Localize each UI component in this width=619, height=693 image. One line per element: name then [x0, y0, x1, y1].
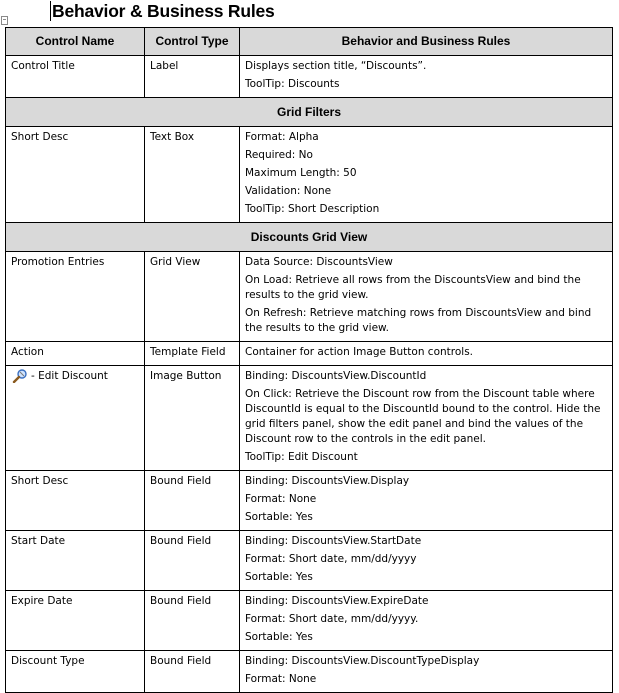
- rule-line: ToolTip: Short Description: [245, 203, 380, 215]
- rule-line: On Load: Retrieve all rows from the DiscountsView and bind the results to the grid view.: [245, 274, 581, 301]
- rule-line: Required: No: [245, 149, 313, 161]
- table-row: [6, 127, 613, 223]
- rule-line: Sortable: Yes: [245, 571, 313, 583]
- rule-line: Binding: DiscountsView.Display: [245, 475, 410, 487]
- cell-control-type: Grid View: [145, 252, 240, 342]
- section-row: [6, 98, 613, 127]
- cell-control-type: Image Button: [145, 366, 240, 471]
- rule-line: Format: Short date, mm/dd/yyyy.: [245, 613, 419, 625]
- table-row: [6, 252, 613, 342]
- rule-line: Maximum Length: 50: [245, 167, 357, 179]
- rule-line: Validation: None: [245, 185, 332, 197]
- rule-line: Sortable: Yes: [245, 511, 313, 523]
- cell-control-type: Label: [145, 56, 240, 98]
- cell-rules: [240, 471, 613, 531]
- cell-rules: [240, 366, 613, 471]
- cell-rules: [240, 531, 613, 591]
- cell-control-name: Promotion Entries: [6, 252, 145, 342]
- cell-control-type: Bound Field: [145, 591, 240, 651]
- rules-table: [5, 27, 613, 693]
- cell-control-type: Template Field: [145, 342, 240, 366]
- rule-line: Container for action Image Button controls.: [245, 346, 474, 358]
- cell-rules: [240, 56, 613, 98]
- rule-line: ToolTip: Edit Discount: [245, 451, 358, 463]
- rule-line: Format: Alpha: [245, 131, 319, 143]
- rule-line: Data Source: DiscountsView: [245, 256, 393, 268]
- cell-rules: [240, 651, 613, 693]
- cell-control-name: Short Desc: [6, 471, 145, 531]
- cell-rules: [240, 591, 613, 651]
- cell-control-name: Short Desc: [6, 127, 145, 223]
- rule-line: Displays section title, “Discounts”.: [245, 60, 427, 72]
- table-header-row: [6, 28, 613, 56]
- table-row: [6, 471, 613, 531]
- header-control-type: Control Type: [145, 28, 240, 56]
- cell-control-type: Bound Field: [145, 651, 240, 693]
- rule-line: Format: Short date, mm/dd/yyyy: [245, 553, 417, 565]
- cell-control-type: Bound Field: [145, 471, 240, 531]
- header-control-name: Control Name: [6, 28, 145, 56]
- cell-control-name: Start Date: [6, 531, 145, 591]
- rule-line: On Refresh: Retrieve matching rows from DiscountsView and bind the results to the grid view.: [245, 307, 592, 334]
- cell-control-name: Discount Type: [6, 651, 145, 693]
- rule-line: Format: None: [245, 493, 317, 505]
- rule-line: ToolTip: Discounts: [245, 78, 340, 90]
- header-rules: Behavior and Business Rules: [240, 28, 613, 56]
- rule-line: Sortable: Yes: [245, 631, 313, 643]
- section-row: [6, 223, 613, 252]
- rule-line: Binding: DiscountsView.StartDate: [245, 535, 422, 547]
- page-title: Behavior & Business Rules: [52, 1, 275, 21]
- cell-control-type: Text Box: [145, 127, 240, 223]
- paragraph-anchor-icon: [1, 16, 8, 25]
- edit-discount-label: - Edit Discount: [31, 370, 108, 382]
- rule-line: Format: None: [245, 673, 317, 685]
- table-row: [6, 651, 613, 693]
- rule-line: Binding: DiscountsView.DiscountTypeDisplay: [245, 655, 480, 667]
- table-row: [6, 531, 613, 591]
- rule-line: Binding: DiscountsView.ExpireDate: [245, 595, 429, 607]
- section-discounts-grid-view: Discounts Grid View: [6, 223, 613, 252]
- table-row: [6, 342, 613, 366]
- cell-rules: [240, 127, 613, 223]
- cell-rules: [240, 342, 613, 366]
- rule-line: Binding: DiscountsView.DiscountId: [245, 370, 427, 382]
- rule-line: On Click: Retrieve the Discount row from the Discount table where DiscountId is equal to the DiscountId bound to the control. Hide the grid filters panel, show the edit panel and bind the values of the Discount row to the controls in the edit panel.: [245, 388, 601, 445]
- cell-control-name: Action: [6, 342, 145, 366]
- cell-control-name: [6, 366, 145, 471]
- section-grid-filters: Grid Filters: [6, 98, 613, 127]
- cell-control-name: Control Title: [6, 56, 145, 98]
- table-row: [6, 366, 613, 471]
- cell-control-type: Bound Field: [145, 531, 240, 591]
- table-row: [6, 56, 613, 98]
- cell-control-name: Expire Date: [6, 591, 145, 651]
- table-row: [6, 591, 613, 651]
- magnifier-edit-icon: [11, 369, 29, 388]
- cell-rules: [240, 252, 613, 342]
